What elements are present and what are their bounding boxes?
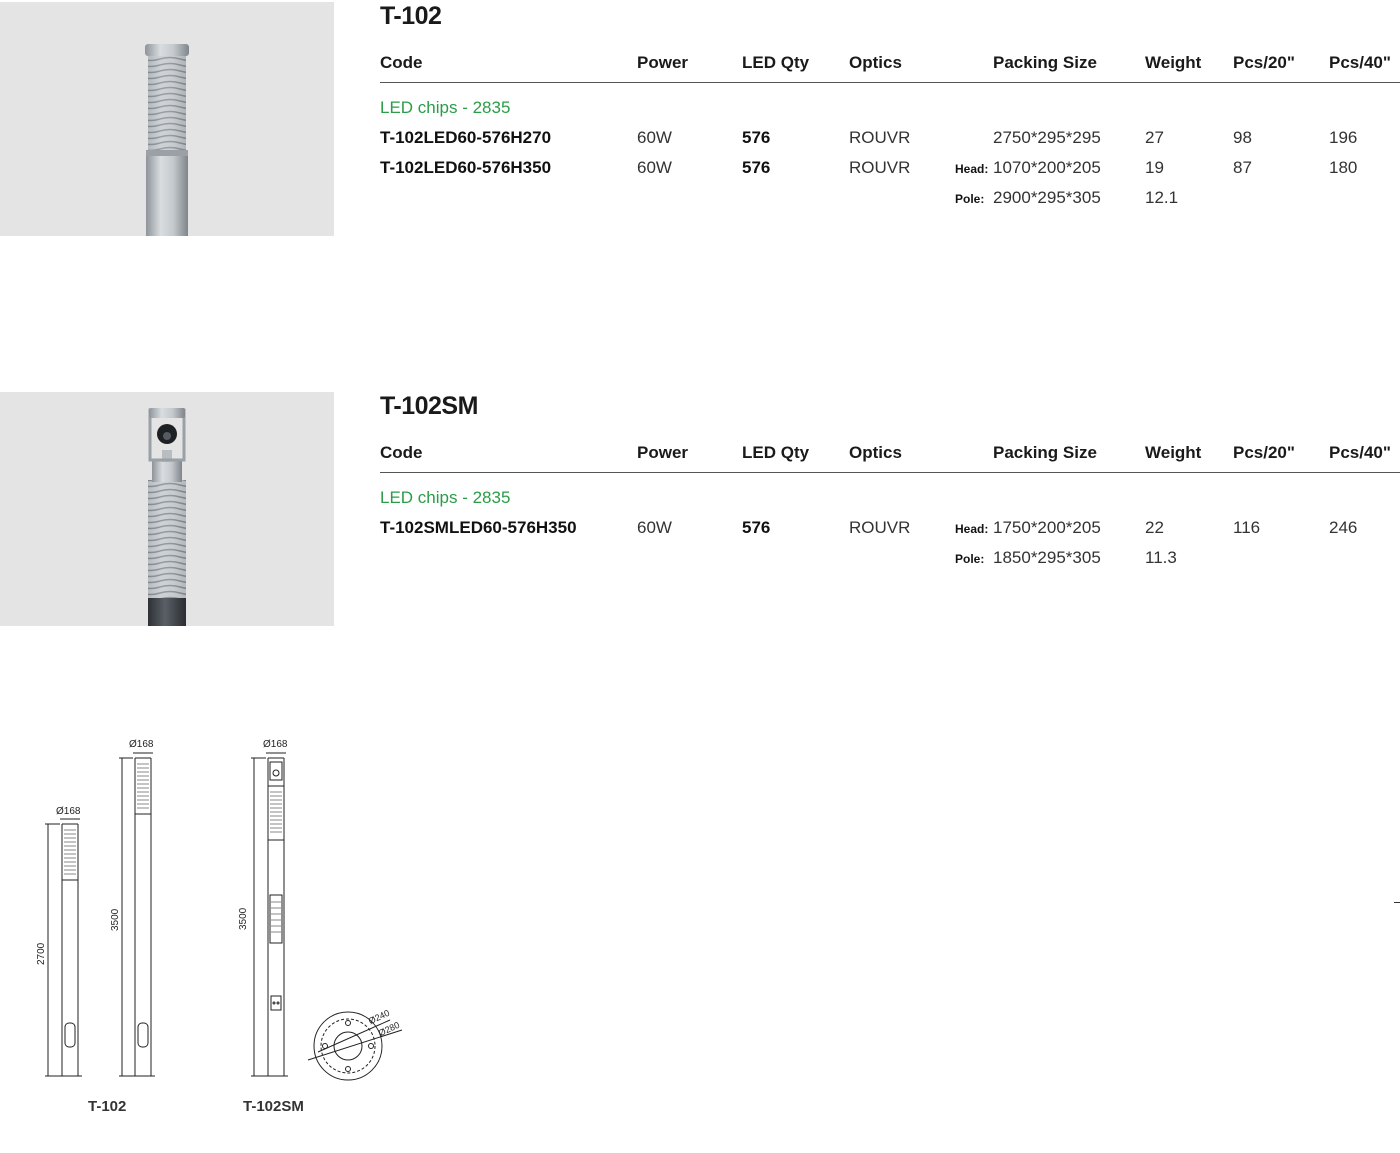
row-packing: 1850*295*305 <box>993 548 1101 567</box>
row-packing-tag-head: Head: <box>955 522 989 536</box>
row-packing: 1070*200*205 <box>993 158 1101 177</box>
dim-diameter-t102-2700: Ø168 <box>56 806 81 817</box>
led-chips-label: LED chips - 2835 <box>380 98 511 117</box>
row-optics: ROUVR <box>849 128 911 147</box>
dim-height-t102-3500: 3500 <box>110 908 121 931</box>
col-header-pcs20: Pcs/20" <box>1233 443 1295 462</box>
col-header-weight: Weight <box>1145 443 1202 462</box>
header-divider <box>380 82 1400 83</box>
row-packing-tag-pole: Pole: <box>955 552 985 566</box>
row-pcs40: 246 <box>1329 518 1358 537</box>
caption-t102: T-102 <box>88 1098 127 1115</box>
row-pcs20: 87 <box>1233 158 1252 177</box>
drawing-t102sm-3500 <box>251 753 288 1076</box>
row-pcs40: 180 <box>1329 158 1358 177</box>
row-led-qty: 576 <box>742 518 771 537</box>
dim-base-inner-diameter: Ø240 <box>366 1007 392 1027</box>
col-header-pcs40: Pcs/40" <box>1329 443 1391 462</box>
row-weight: 22 <box>1145 518 1164 537</box>
row-packing: 2750*295*295 <box>993 128 1101 147</box>
edge-tick-mark <box>1394 902 1400 903</box>
dim-base-outer-diameter: Ø280 <box>376 1019 402 1039</box>
product-photo-t102sm <box>0 392 334 626</box>
t102-lamp-illustration <box>0 2 334 236</box>
col-header-led-qty: LED Qty <box>742 53 810 72</box>
dim-height-t102sm-3500: 3500 <box>238 907 249 930</box>
t102sm-lamp-illustration <box>0 392 334 626</box>
product-photo-t102 <box>0 2 334 236</box>
row-pcs20: 116 <box>1233 518 1261 537</box>
caption-t102sm: T-102SM <box>243 1098 304 1115</box>
col-header-optics: Optics <box>849 53 902 72</box>
col-header-packing-size: Packing Size <box>993 443 1097 462</box>
row-code: T-102SMLED60-576H350 <box>380 518 577 537</box>
row-weight: 12.1 <box>1145 188 1179 207</box>
drawing-t102-2700 <box>45 819 82 1076</box>
col-header-power: Power <box>637 53 689 72</box>
row-led-qty: 576 <box>742 158 771 177</box>
drawing-base-plate <box>308 1012 402 1080</box>
row-packing-tag-head: Head: <box>955 162 989 176</box>
row-weight: 11.3 <box>1145 548 1177 567</box>
row-pcs20: 98 <box>1233 128 1252 147</box>
section-title-t102: T-102 <box>380 2 442 30</box>
led-chips-label: LED chips - 2835 <box>380 488 511 507</box>
section-title-t102sm: T-102SM <box>380 392 478 420</box>
dim-diameter-t102sm: Ø168 <box>263 739 288 750</box>
col-header-code: Code <box>380 53 423 72</box>
row-packing-tag-pole: Pole: <box>955 192 985 206</box>
col-header-code: Code <box>380 443 423 462</box>
col-header-optics: Optics <box>849 443 902 462</box>
row-power: 60W <box>637 128 672 147</box>
dim-diameter-t102-3500: Ø168 <box>129 739 154 750</box>
row-packing: 2900*295*305 <box>993 188 1101 207</box>
row-packing: 1750*200*205 <box>993 518 1101 537</box>
col-header-power: Power <box>637 443 689 462</box>
row-weight: 19 <box>1145 158 1164 177</box>
col-header-led-qty: LED Qty <box>742 443 810 462</box>
col-header-packing-size: Packing Size <box>993 53 1097 72</box>
header-divider <box>380 472 1400 473</box>
row-pcs40: 196 <box>1329 128 1358 147</box>
col-header-pcs20: Pcs/20" <box>1233 53 1295 72</box>
dim-height-2700: 2700 <box>36 942 47 965</box>
row-power: 60W <box>637 158 672 177</box>
row-led-qty: 576 <box>742 128 771 147</box>
row-weight: 27 <box>1145 128 1164 147</box>
technical-drawings <box>0 730 420 1130</box>
row-code: T-102LED60-576H270 <box>380 128 552 147</box>
col-header-weight: Weight <box>1145 53 1202 72</box>
row-optics: ROUVR <box>849 158 911 177</box>
row-power: 60W <box>637 518 672 537</box>
row-optics: ROUVR <box>849 518 911 537</box>
row-code: T-102LED60-576H350 <box>380 158 552 177</box>
col-header-pcs40: Pcs/40" <box>1329 53 1391 72</box>
drawing-t102-3500 <box>119 753 155 1076</box>
